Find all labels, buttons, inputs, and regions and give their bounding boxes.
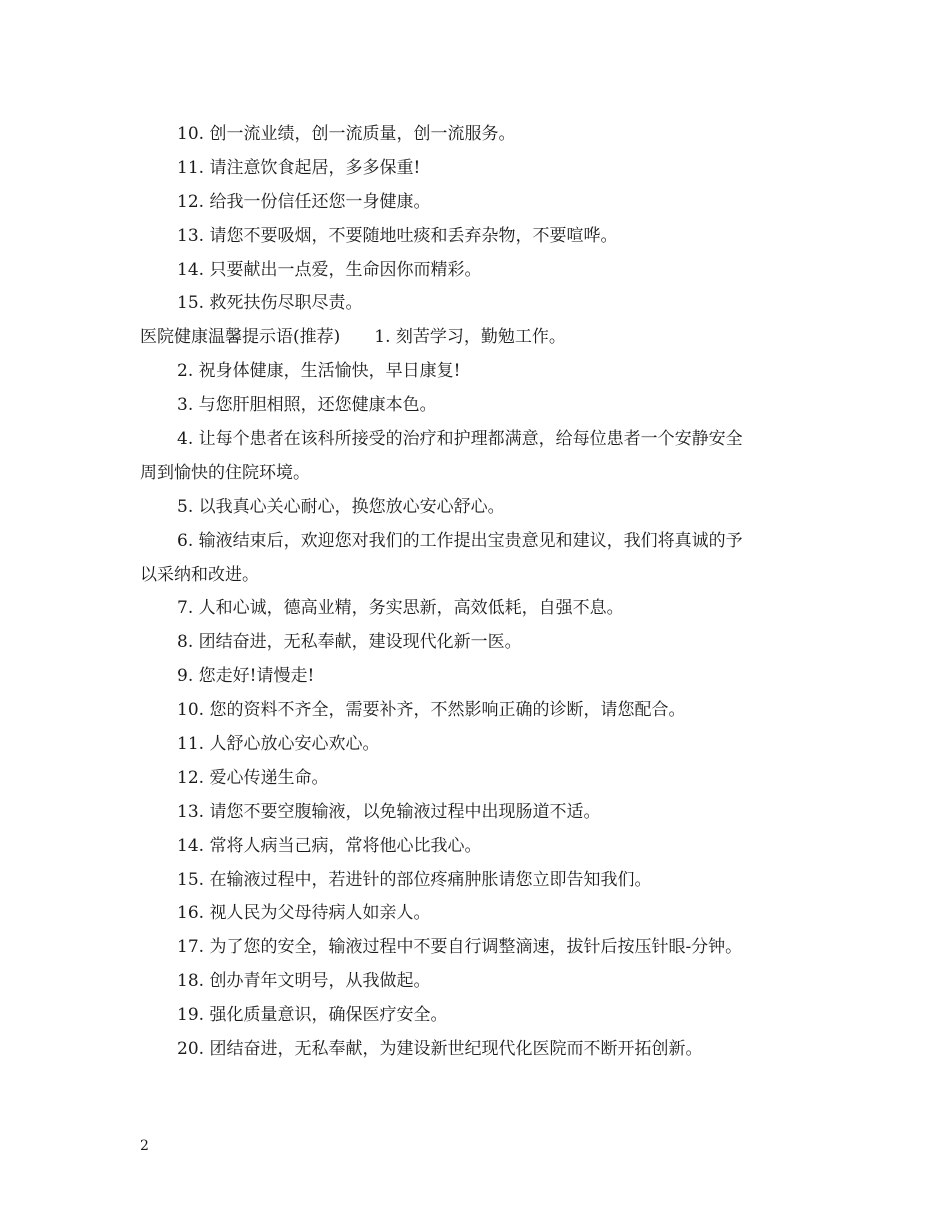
list-item: 8. 团结奋进，无私奉献，建设现代化新一医。: [177, 632, 522, 653]
section-first-item: 1. 刻苦学习，勤勉工作。: [374, 327, 566, 348]
list-item: 15. 在输液过程中，若进针的部位疼痛肿胀请您立即告知我们。: [177, 869, 652, 890]
list-item: 10. 创一流业绩，创一流质量，创一流服务。: [177, 124, 516, 144]
list-item: 18. 创办青年文明号，从我做起。: [177, 971, 431, 992]
list-item: 11. 请注意饮食起居，多多保重!: [177, 157, 421, 178]
list-item-continuation: 以采纳和改进。: [140, 564, 259, 585]
list-item: 19. 强化质量意识，确保医疗安全。: [177, 1005, 448, 1026]
section-heading: 医院健康温馨提示语(推荐): [140, 327, 341, 348]
list-item: 14. 只要献出一点爱，生命因你而精彩。: [177, 259, 482, 280]
list-item: 9. 您走好!请慢走!: [177, 666, 315, 687]
page-number: 2: [140, 1138, 149, 1154]
list-item: 6. 输液结束后，欢迎您对我们的工作提出宝贵意见和建议，我们将真诚的予: [177, 530, 743, 551]
list-item: 16. 视人民为父母待病人如亲人。: [177, 903, 431, 924]
list-item: 17. 为了您的安全，输液过程中不要自行调整滴速，拔针后按压针眼-分钟。: [177, 937, 743, 958]
list-item: 13. 请您不要空腹输液，以免输液过程中出现肠道不适。: [177, 801, 601, 822]
tips-list: [140, 355, 815, 1067]
list-item: 4. 让每个患者在该科所接受的治疗和护理都满意，给每位患者一个安静安全: [177, 429, 743, 450]
list-item: 20. 团结奋进，无私奉献，为建设新世纪现代化医院而不断开拓创新。: [177, 1039, 703, 1060]
list-item: 2. 祝身体健康，生活愉快，早日康复!: [177, 361, 461, 382]
list-item: 5. 以我真心关心耐心，换您放心安心舒心。: [177, 496, 505, 517]
document-body: [140, 118, 815, 1067]
section-heading-line: [140, 321, 815, 355]
intro-list: [140, 118, 815, 321]
list-item: 15. 救死扶伤尽职尽责。: [177, 293, 363, 314]
list-item: 3. 与您肝胆相照，还您健康本色。: [177, 395, 437, 416]
list-item: 10. 您的资料不齐全，需要补齐，不然影响正确的诊断，请您配合。: [177, 700, 686, 721]
list-item: 13. 请您不要吸烟，不要随地吐痰和丢弃杂物，不要喧哗。: [177, 225, 618, 246]
list-item: 7. 人和心诚，德高业精，务实思新，高效低耗，自强不息。: [177, 598, 624, 619]
list-item-continuation: 周到愉快的住院环境。: [140, 462, 310, 483]
list-item: 11. 人舒心放心安心欢心。: [177, 734, 380, 755]
list-item: 14. 常将人病当己病，常将他心比我心。: [177, 835, 482, 856]
list-item: 12. 给我一份信任还您一身健康。: [177, 191, 431, 212]
list-item: 12. 爱心传递生命。: [177, 767, 329, 788]
